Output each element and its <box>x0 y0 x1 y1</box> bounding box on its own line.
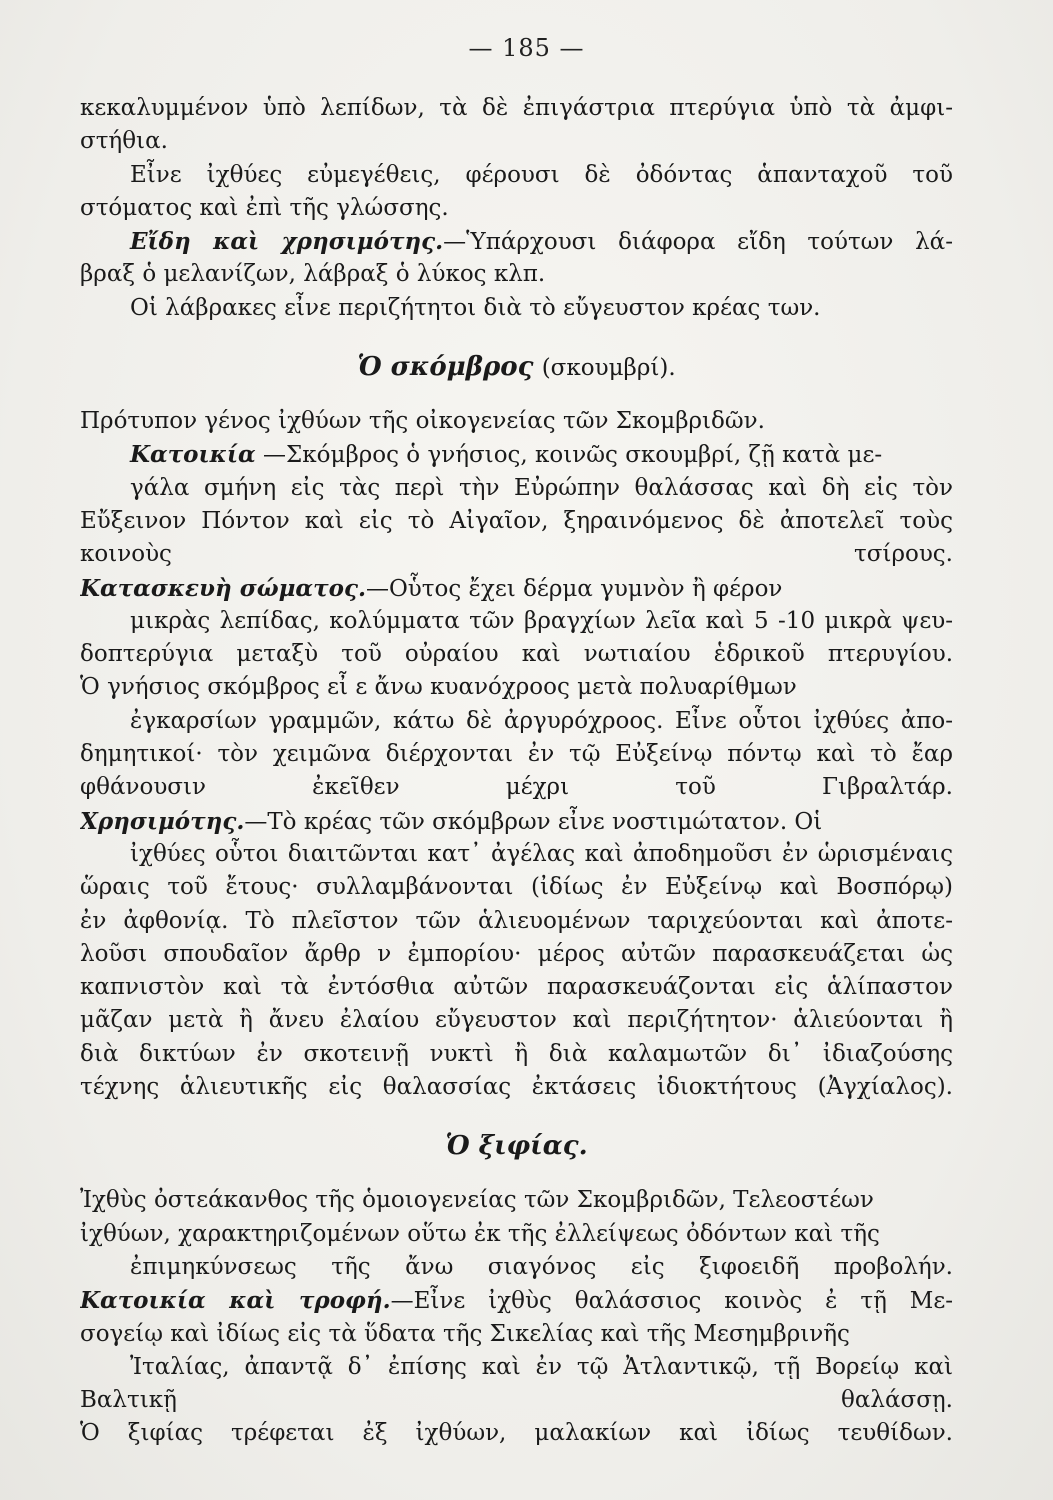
text-line <box>80 605 953 638</box>
paragraph-label: Χρησιμότης. <box>80 807 245 835</box>
text-line <box>80 805 953 838</box>
line-text: Ὁ ξιφίας τρέφεται ἐξ ἰχθύων, μαλακίων καὶ ἰδίως τευθίδων. <box>80 1420 953 1447</box>
line-text: Ἰταλίας, ἀπαντᾷ δ᾿ ἐπίσης καὶ ἐν τῷ Ἀτλαντικῷ, τῇ Βορείῳ καὶ <box>130 1353 953 1380</box>
line-text: βραξ ὁ μελανίζων, λάβραξ ὁ λύκος κλπ. <box>80 261 546 288</box>
line-text: ἐγκαρσίων γραμμῶν, κάτω δὲ ἀργυρόχροος. Εἶνε οὗτοι ἰχθύες ἀπο- <box>130 707 953 734</box>
text-line <box>80 838 953 871</box>
line-text: δημητικοί· τὸν χειμῶνα διέρχονται ἐν τῷ Εὐξείνῳ πόντῳ καὶ τὸ ἔαρ <box>80 741 953 768</box>
section-heading-title: Ὁ σκόμβρος <box>357 352 534 383</box>
line-text: κεκαλυμμένον ὑπὸ λεπίδων, τὰ δὲ ἐπιγάστρια πτερύγια ὑπὸ τὰ ἀμφι- <box>80 95 953 121</box>
line-text: —Σκόμβρος ὁ γνήσιος, κοινῶς σκουμβρί, ζῇ κατὰ με- <box>255 442 883 469</box>
line-text: Πρότυπον γένος ἰχθύων τῆς οἰκογενείας τῶν Σκομβριδῶν. <box>80 408 765 435</box>
section-heading-title: Ὁ ξιφίας. <box>445 1131 588 1162</box>
text-line <box>80 505 953 538</box>
text-line <box>80 738 953 771</box>
text-line <box>80 192 953 225</box>
text-line <box>80 538 953 571</box>
line-text: καπνιστὸν καὶ τὰ ἐντόσθια αὐτῶν παρασκευάζονται εἰς ἁλίπαστον <box>80 974 953 1001</box>
text-line <box>80 1004 953 1037</box>
line-text: κοινοὺς τσίρους. <box>80 541 953 568</box>
text-line <box>80 159 953 192</box>
text-line <box>80 1417 953 1450</box>
text-line <box>80 572 953 605</box>
page-number: — 185 — <box>468 34 585 62</box>
text-line <box>80 1251 953 1284</box>
line-text: στόματος καὶ ἐπὶ τῆς γλώσσης. <box>80 194 449 221</box>
text-line <box>80 1351 953 1384</box>
text-line <box>80 225 953 258</box>
text-line <box>80 405 953 438</box>
line-text: γάλα σμήνη εἰς τὰς περὶ τὴν Εὐρώπην θαλάσσας καὶ δὴ εἰς τὸν <box>130 474 953 501</box>
text-line <box>80 905 953 938</box>
paragraph-label: Κατοικία <box>130 441 256 469</box>
line-text: τέχνης ἁλιευτικῆς εἰς θαλασσίας ἐκτάσεις ἰδιοκτήτους (Ἀγχίαλος). <box>80 1074 953 1101</box>
page-body <box>80 92 953 1451</box>
text-line <box>80 1384 953 1417</box>
line-text: Βαλτικῇ θαλάσσῃ. <box>80 1387 953 1414</box>
section-heading <box>80 1126 953 1166</box>
line-text: Εἶνε ἰχθύες εὐμεγέθεις, φέρουσι δὲ ὀδόντας ἁπανταχοῦ τοῦ <box>130 161 953 188</box>
text-line <box>80 705 953 738</box>
section-heading <box>80 347 953 387</box>
text-line <box>80 638 953 671</box>
line-text: —Εἶνε ἰχθὺς θαλάσσιος κοινὸς ἐ τῇ Με- <box>390 1288 953 1315</box>
line-text: Εὔξεινον Πόντον καὶ εἰς τὸ Αἰγαῖον, ξηραινόμενος δὲ ἀποτελεῖ τοὺς <box>80 507 953 534</box>
text-line <box>80 1184 953 1217</box>
text-line <box>80 971 953 1004</box>
text-line <box>80 871 953 904</box>
paragraph-label: Κατοικία καὶ τροφή. <box>80 1287 391 1315</box>
paragraph-label: Κατασκευὴ σώματος. <box>80 574 366 602</box>
line-text: Ἰχθὺς ὀστεάκανθος τῆς ὁμοιογενείας τῶν Σκομβριδῶν, Τελεοστέων <box>80 1187 874 1214</box>
text-line <box>80 1284 953 1317</box>
line-text: —Ὑπάρχουσι διάφορα εἴδη τούτων λά- <box>443 229 953 256</box>
line-text: —Τὸ κρέας τῶν σκόμβρων εἶνε νοστιμώτατον. Οἱ <box>244 808 823 835</box>
line-text: ἐπιμηκύνσεως τῆς ἄνω σιαγόνος εἰς ξιφοειδῆ προβολήν. <box>130 1253 953 1280</box>
line-text: μᾶζαν μετὰ ἢ ἄνευ ἐλαίου εὔγευστον καὶ περιζήτητον· ἁλιεύονται ἢ <box>80 1007 953 1034</box>
line-text: λοῦσι σπουδαῖον ἄρθρ ν ἐμπορίου· μέρος αὐτῶν παρασκευάζεται ὡς <box>80 940 953 967</box>
line-text: ἐν ἀφθονίᾳ. Τὸ πλεῖστον τῶν ἁλιευομένων ταριχεύονται καὶ ἀποτε- <box>80 907 953 934</box>
line-text: στήθια. <box>80 128 168 155</box>
line-text: Οἱ λάβρακες εἶνε περιζήτητοι διὰ τὸ εὔγευστον κρέας των. <box>130 294 821 321</box>
text-line <box>80 938 953 971</box>
line-text: —Οὗτος ἔχει δέρμα γυμνὸν ἢ φέρον <box>365 575 783 602</box>
text-line <box>80 1071 953 1104</box>
text-line <box>80 258 953 291</box>
section-heading-subtitle: (σκουμβρί). <box>541 355 676 382</box>
paragraph-label: Εἴδη καὶ χρησιμότης. <box>130 228 444 256</box>
line-text: ἰχθύων, χαρακτηριζομένων οὕτω ἐκ τῆς ἐλλείψεως ὀδόντων καὶ τῆς <box>80 1220 880 1247</box>
line-text: ὥραις τοῦ ἔτους· συλλαμβάνονται (ἰδίως ἐν Εὐξείνῳ καὶ Βοσπόρῳ) <box>80 874 953 901</box>
line-text: σογείῳ καὶ ἰδίως εἰς τὰ ὕδατα τῆς Σικελίας καὶ τῆς Μεσημβρινῆς <box>80 1320 850 1347</box>
text-line <box>80 92 953 125</box>
line-text: διὰ δικτύων ἐν σκοτεινῇ νυκτὶ ἢ διὰ καλαμωτῶν δι᾿ ἰδιαζούσης <box>80 1040 953 1067</box>
text-line <box>80 438 953 471</box>
text-line <box>80 1038 953 1071</box>
text-line <box>80 472 953 505</box>
line-text: δοπτερύγια μεταξὺ τοῦ οὐραίου καὶ νωτιαίου ἑδρικοῦ πτερυγίου. <box>80 641 953 668</box>
text-line <box>80 1218 953 1251</box>
line-text: ἰχθύες οὗτοι διαιτῶνται κατ᾿ ἀγέλας καὶ ἀποδημοῦσι ἐν ὡρισμέναις <box>130 840 953 867</box>
line-text: φθάνουσιν ἐκεῖθεν μέχρι τοῦ Γιβραλτάρ. <box>80 774 953 801</box>
text-line <box>80 1318 953 1351</box>
text-line <box>80 292 953 325</box>
text-line <box>80 125 953 158</box>
text-line <box>80 771 953 804</box>
text-line <box>80 671 953 704</box>
line-text: Ὁ γνήσιος σκόμβρος εἶ ε ἄνω κυανόχροος μετὰ πολυαρίθμων <box>80 674 797 701</box>
line-text: μικρὰς λεπίδας, κολύμματα τῶν βραγχίων λεῖα καὶ 5 -10 μικρὰ ψευ- <box>130 607 953 634</box>
